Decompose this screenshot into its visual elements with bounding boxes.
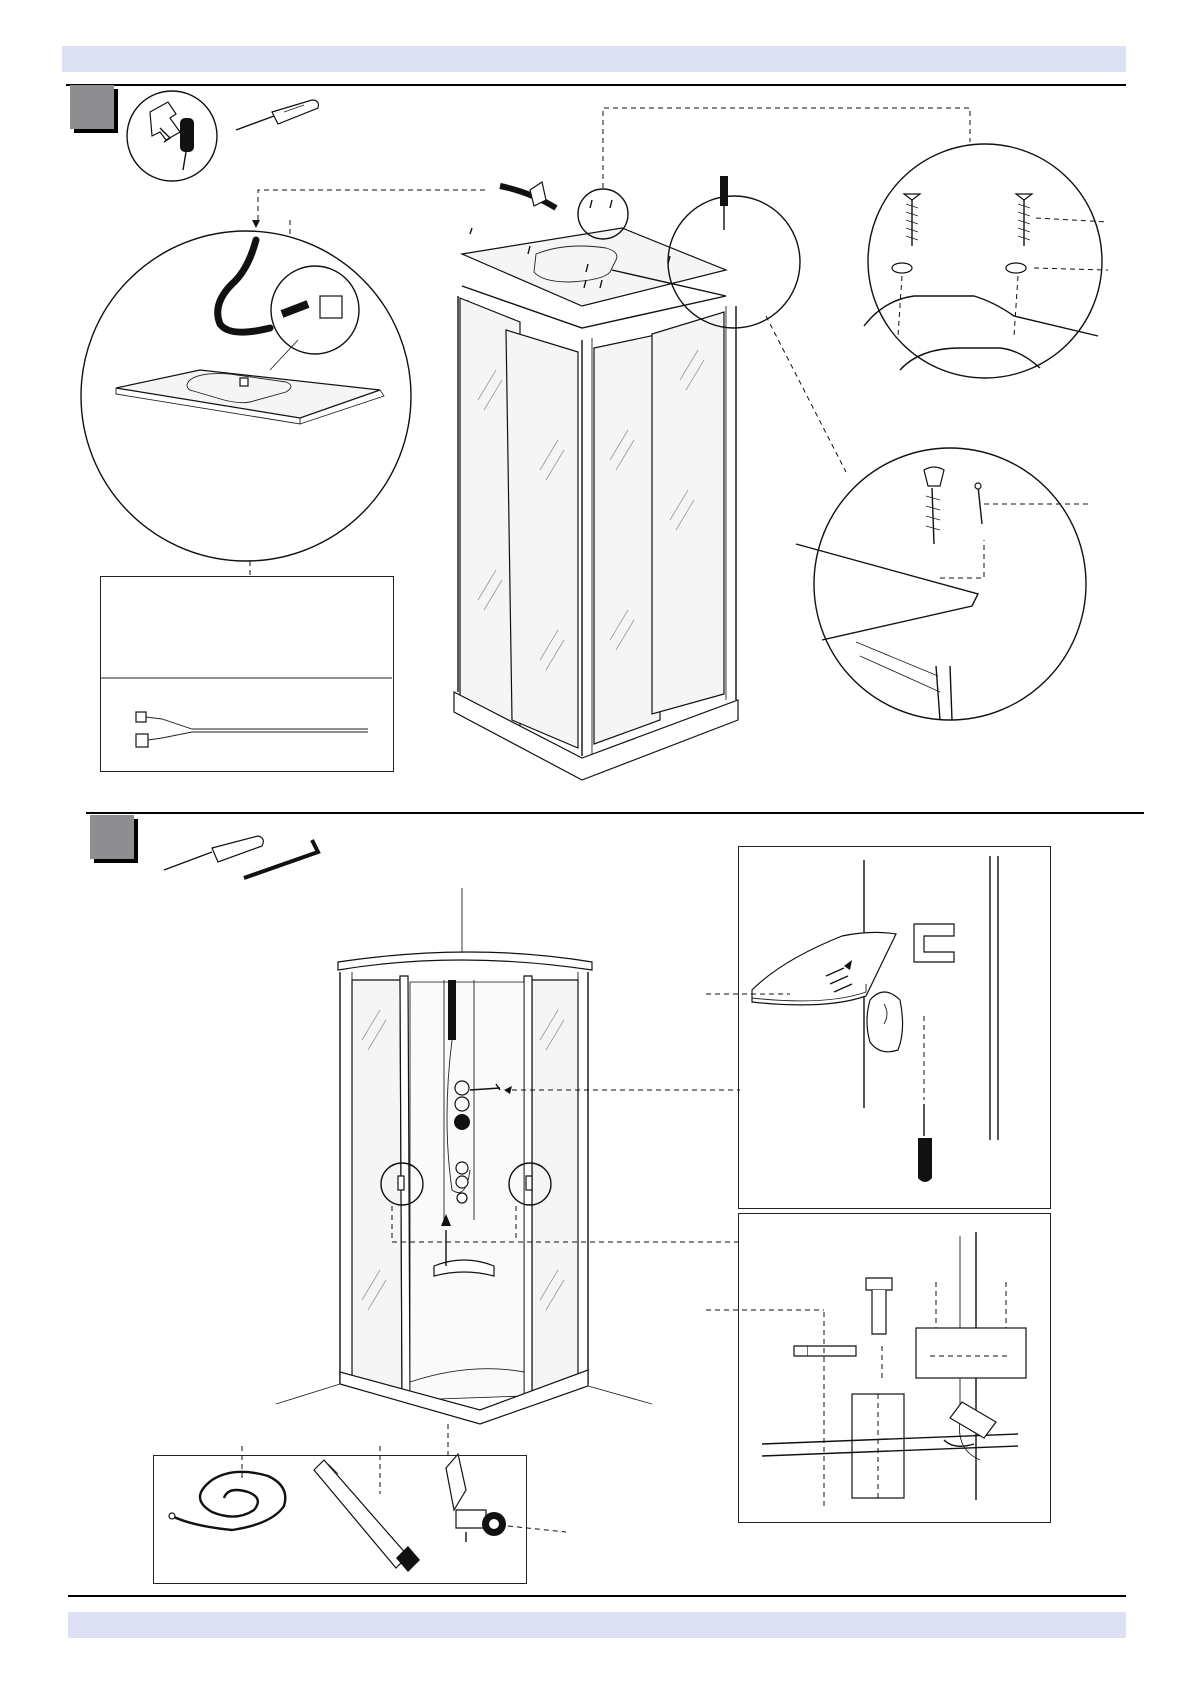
cable-connector-part <box>136 712 368 747</box>
mixer-lever-part <box>446 1454 506 1542</box>
drill-icon <box>127 91 217 181</box>
door-handle-bolt-detail <box>706 1232 1026 1506</box>
screwdriver-icon <box>236 100 318 130</box>
ceiling-cable-connector-detail <box>81 231 411 561</box>
shower-cabin-quadrant <box>276 888 652 1424</box>
leader-line <box>258 190 486 220</box>
frame-screw-detail <box>796 448 1090 720</box>
shower-hose-part <box>169 1472 285 1530</box>
shower-cabin-square <box>454 176 800 780</box>
screwdriver-icon <box>164 836 263 870</box>
ceiling-screw-detail <box>864 144 1108 378</box>
shelf-clip-detail <box>706 856 998 1182</box>
hand-shower-part <box>314 1460 420 1572</box>
